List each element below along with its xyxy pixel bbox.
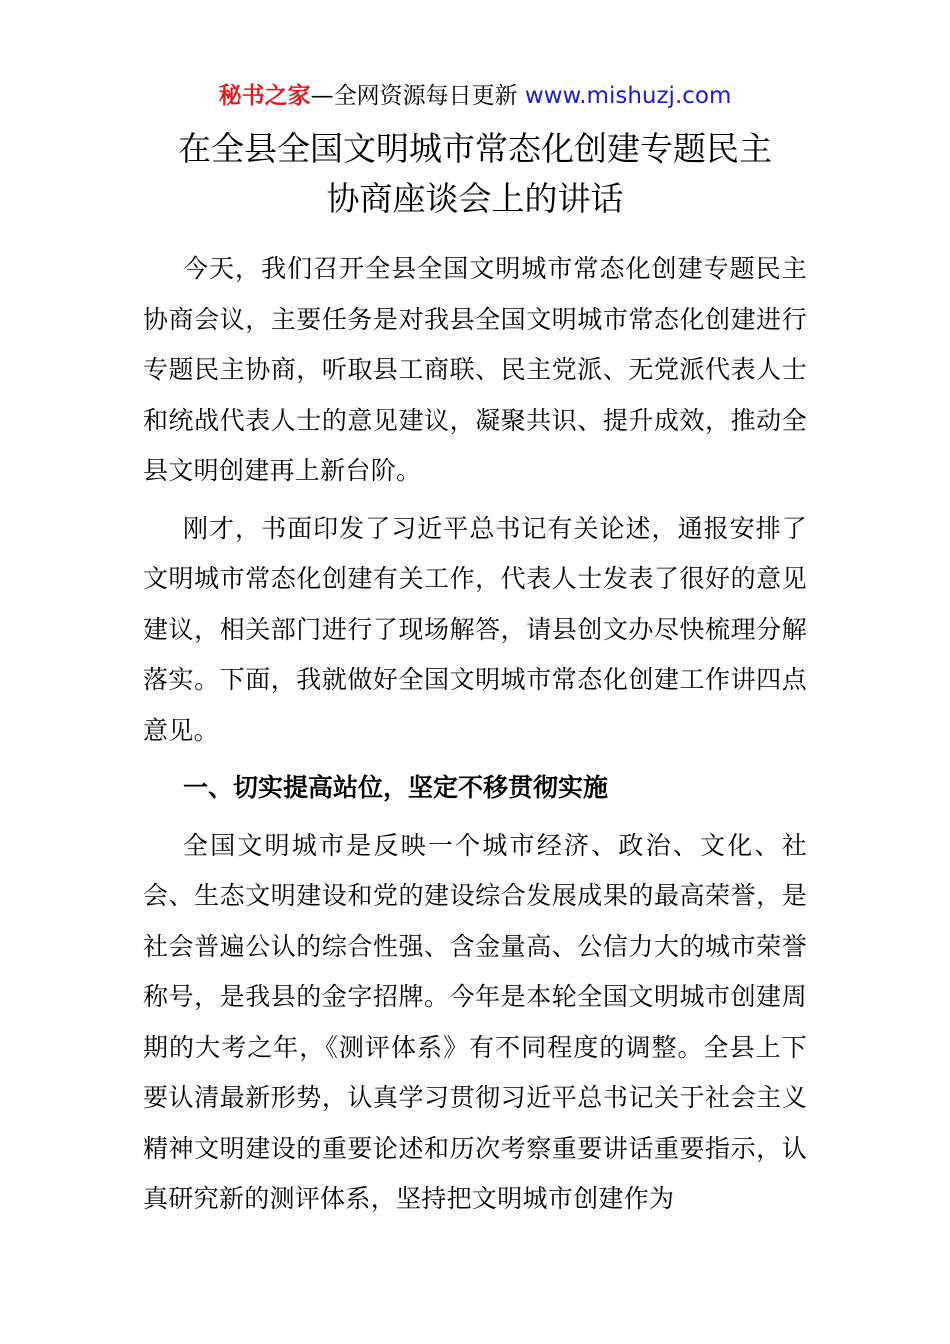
document-title-line-2: 协商座谈会上的讲话 — [326, 179, 624, 218]
body-paragraph-1: 今天，我们召开全县全国文明城市常态化创建专题民主协商会议，主要任务是对我县全国文明城市常态化创建进行专题民主协商，听取县工商联、民主党派、无党派代表人士和统战代表人士的意见建议，凝聚共识、提升成效，推动全县文明创建再上新台阶。 — [143, 254, 807, 485]
body-paragraph-2: 刚才，书面印发了习近平总书记有关论述，通报安排了文明城市常态化创建有关工作，代表人士发表了很好的意见建议，相关部门进行了现场解答，请县创文办尽快梳理分解落实。下面，我就做好全国文明城市常态化创建工作讲四点意见。 — [143, 513, 807, 745]
document-title-line-1: 在全县全国文明城市常态化创建专题民主 — [178, 129, 772, 168]
document-title — [100, 124, 850, 224]
site-header — [0, 80, 950, 112]
section-1-paragraph: 全国文明城市是反映一个城市经济、政治、文化、社会、生态文明建设和党的建设综合发展成果的最高荣誉，是社会普遍公认的综合性强、含金量高、公信力大的城市荣誉称号，是我县的金字招牌。今年是本轮全国文明城市创建周期的大考之年，《测评体系》有不同程度的调整。全县上下要认清最新形势，认真学习贯彻习近平总书记关于社会主义精神文明建设的重要论述和历次考察重要讲话重要指示，认真研究新的测评体系，坚持把文明城市创建作为 — [143, 830, 807, 1213]
site-brand: 秘书之家 — [218, 83, 311, 109]
document-body — [143, 244, 807, 1225]
section-heading-1: 一、切实提高站位，坚定不移贯彻实施 — [183, 773, 609, 802]
site-url-link[interactable]: www.mishuzj.com — [524, 83, 732, 109]
site-tagline: —全网资源每日更新 — [310, 83, 525, 109]
